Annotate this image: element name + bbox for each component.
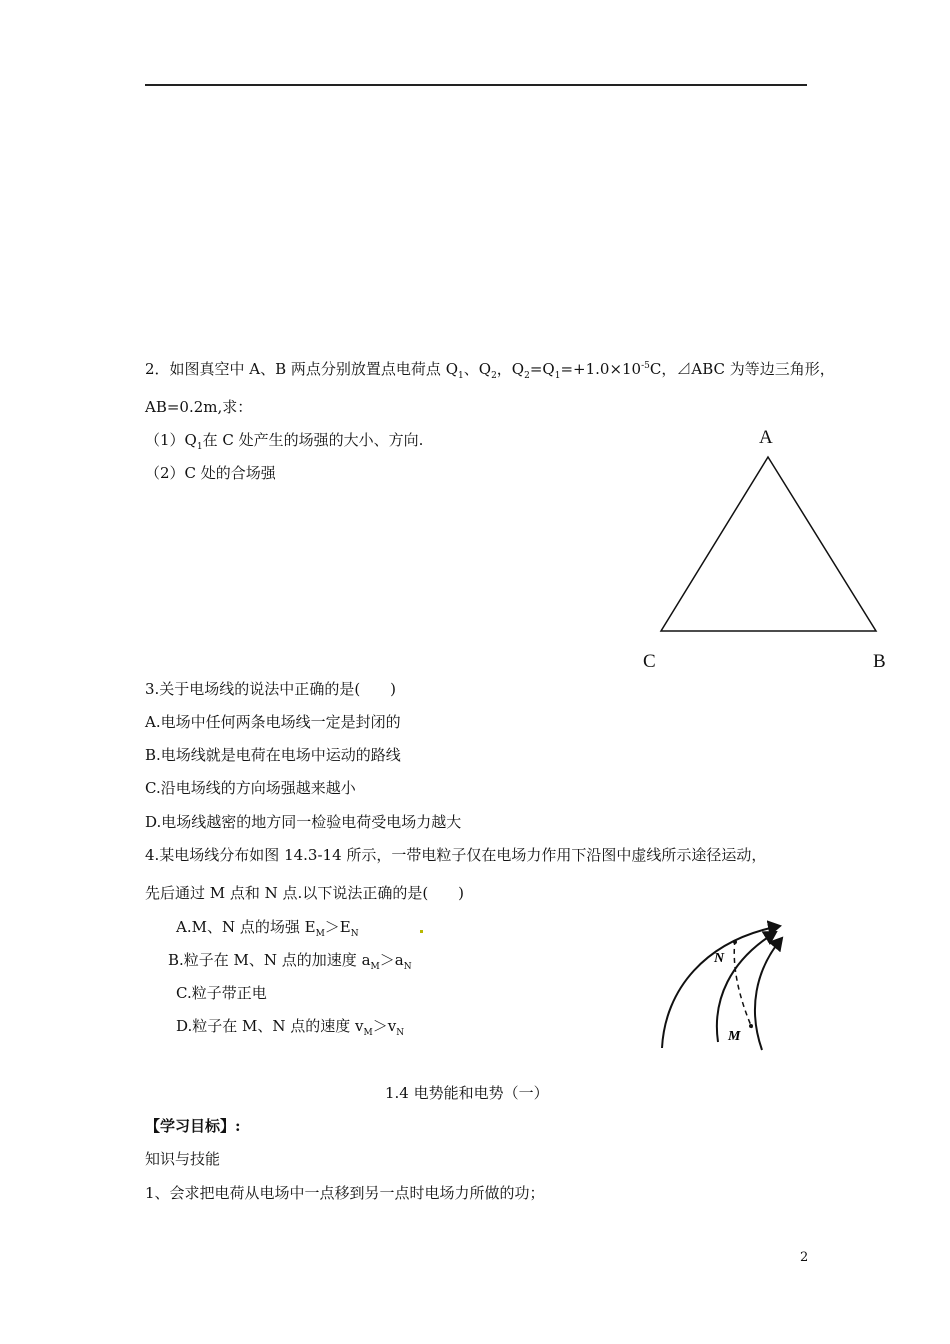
q2-sep: 、Q [463,360,492,378]
label-a: A [759,427,773,448]
q2-intro-text: 2．如图真空中 A、B 两点分别放置点电荷点 Q [145,360,459,378]
q4-option-a-text: A.M、N 点的场强 E [176,918,316,936]
speck [420,930,423,933]
q3-option-c: C.沿电场线的方向场强越来越小 [145,779,356,797]
q2-tail: C，⊿ABC 为等边三角形， [649,360,835,378]
sub: 1 [458,371,464,381]
sub: 1 [196,442,203,452]
q4-option-a [176,920,359,939]
q3-option-d: D.电场线越密的地方同一检验电荷受电场力越大 [145,813,462,831]
q2-sub2: （2）C 处的合场强 [145,464,276,482]
header-rule [145,84,807,86]
objective-item-1: 1、会求把电荷从电场中一点移到另一点时电场力所做的功； [145,1184,545,1202]
q4-option-b [168,953,412,972]
field-line-inner [755,938,782,1050]
q2-value: =+1.0×10 [560,360,642,378]
q2-sub1-a: （1）Q [145,431,197,449]
knowledge-heading: 知识与技能 [145,1150,221,1168]
sub: N [403,962,412,972]
q2-sep: ，Q [496,360,525,378]
field-lines-figure [650,910,800,1055]
sub: M [363,1028,373,1038]
sub: N [350,929,359,939]
q4-option-d-mid: ＞v [372,1017,397,1035]
label-c: C [643,651,656,672]
field-line-outer [662,926,780,1048]
q4-option-a-mid: ＞E [324,918,351,936]
q4-option-b-mid: ＞a [379,951,404,969]
sub: N [396,1028,405,1038]
sub: M [370,962,380,972]
triangle-abc [661,457,876,631]
q2-intro [145,362,835,381]
q3-stem: 3.关于电场线的说法中正确的是( ) [145,680,397,698]
sub: 1 [554,371,561,381]
q4-option-d-text: D.粒子在 M、N 点的速度 v [176,1017,364,1035]
point-n [733,940,737,944]
page-number: 2 [800,1250,809,1265]
q2-line2: AB=0.2m,求： [145,398,253,416]
q2-eq: =Q [529,360,555,378]
section-title: 1.4 电势能和电势（一） [385,1084,549,1102]
q4-option-d [176,1019,404,1038]
sub: M [315,929,325,939]
q2-sub1 [145,433,423,452]
sup: -5 [641,361,650,371]
sub: 2 [491,371,497,381]
objectives-heading: 【学习目标】: [145,1117,241,1135]
q4-option-b-text: B.粒子在 M、N 点的加速度 a [168,951,371,969]
q4-stem-line1: 4.某电场线分布如图 14.3-14 所示，一带电粒子仅在电场力作用下沿图中虚线所示途径运动， [145,846,767,864]
q3-option-b: B.电场线就是电荷在电场中运动的路线 [145,746,401,764]
point-m [749,1024,753,1028]
triangle-figure [650,450,890,640]
q3-option-a: A.电场中任何两条电场线一定是封闭的 [145,713,401,731]
q4-stem-line2: 先后通过 M 点和 N 点.以下说法正确的是( ) [145,884,465,902]
sub: 2 [524,371,530,381]
q2-sub1-b: 在 C 处产生的场强的大小、方向. [202,431,424,449]
field-line-middle [717,932,776,1042]
q4-option-c: C.粒子带正电 [176,984,267,1002]
label-m: M [728,1029,741,1044]
label-b: B [873,651,886,672]
label-n: N [714,951,725,966]
